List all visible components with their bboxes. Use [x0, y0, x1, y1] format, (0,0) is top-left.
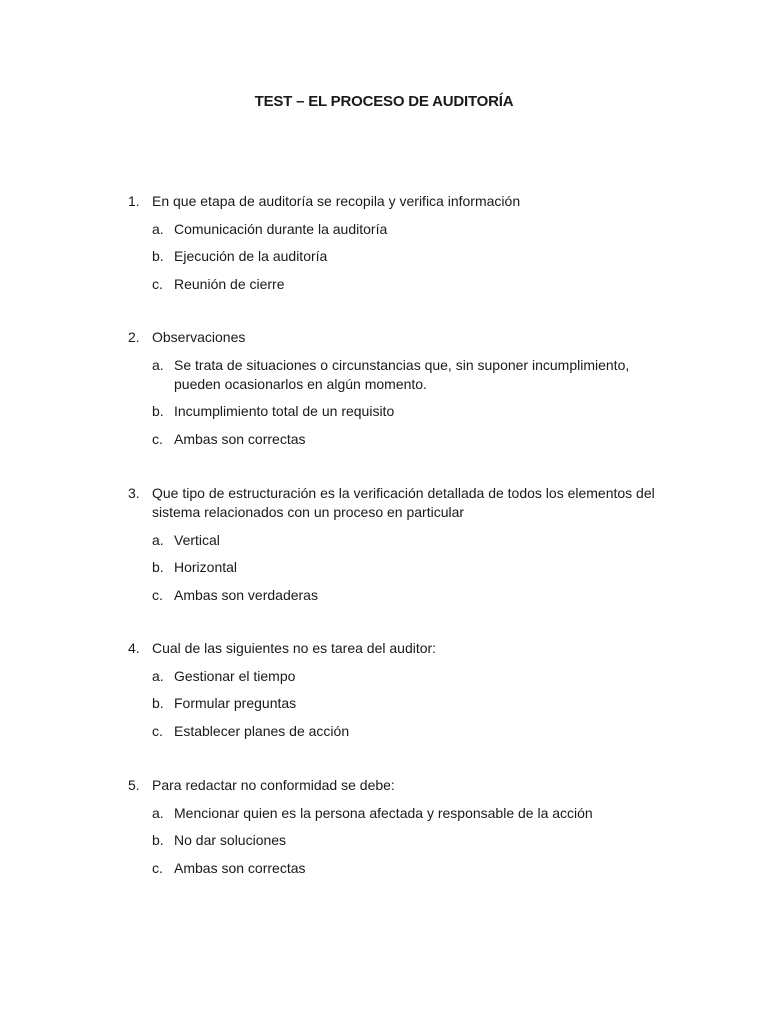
option-a — [128, 804, 668, 823]
option-text: Horizontal — [174, 559, 238, 575]
question-4 — [128, 639, 668, 741]
question-text: En que etapa de auditoría se recopila y verifica información — [152, 193, 521, 209]
option-letter: c. — [152, 275, 163, 292]
option-c — [128, 722, 668, 741]
question-text: Para redactar no conformidad se debe: — [152, 777, 395, 793]
question-row — [128, 776, 668, 795]
question-text: Que tipo de estructuración es la verificación detallada de todos los elementos del sistema relacionados con un proceso en particular — [152, 485, 655, 520]
option-list — [128, 356, 668, 449]
option-a — [128, 356, 668, 394]
option-text: Incumplimiento total de un requisito — [174, 403, 395, 419]
option-text: Ambas son correctas — [174, 430, 306, 447]
option-a — [128, 220, 668, 239]
option-letter: a. — [152, 220, 164, 237]
question-number: 1. — [128, 193, 140, 209]
question-3 — [128, 484, 668, 605]
option-c — [128, 859, 668, 878]
option-b — [128, 247, 668, 266]
option-b — [128, 558, 668, 577]
question-number: 4. — [128, 640, 140, 656]
option-list — [128, 667, 668, 741]
question-1 — [128, 192, 668, 294]
option-text: Formular preguntas — [174, 695, 297, 711]
option-list — [128, 220, 668, 294]
option-letter: a. — [152, 531, 164, 548]
question-5 — [128, 776, 668, 878]
option-letter: b. — [152, 695, 164, 711]
option-b — [128, 402, 668, 421]
option-text: Establecer planes de acción — [174, 722, 350, 739]
page-title: TEST – EL PROCESO DE AUDITORÍA — [254, 93, 514, 110]
question-row — [128, 328, 668, 347]
question-text: Observaciones — [152, 329, 246, 345]
option-text: No dar soluciones — [174, 832, 287, 848]
option-letter: c. — [152, 430, 163, 447]
option-text: Vertical — [174, 531, 220, 548]
option-letter: b. — [152, 403, 164, 419]
option-letter: a. — [152, 804, 164, 821]
option-letter: c. — [152, 586, 163, 603]
option-c — [128, 586, 668, 605]
option-text: Ejecución de la auditoría — [174, 248, 328, 264]
question-row — [128, 192, 668, 211]
option-letter: c. — [152, 722, 163, 739]
question-number: 5. — [128, 777, 140, 793]
option-letter: a. — [152, 356, 164, 373]
option-b — [128, 831, 668, 850]
question-number: 3. — [128, 485, 140, 501]
option-a — [128, 667, 668, 686]
option-text: Ambas son verdaderas — [174, 586, 318, 603]
option-text: Comunicación durante la auditoría — [174, 220, 388, 237]
question-number: 2. — [128, 329, 140, 345]
option-b — [128, 694, 668, 713]
option-letter: c. — [152, 859, 163, 876]
option-text: Se trata de situaciones o circunstancias que, sin suponer incumplimiento, pueden ocasionarlos en algún momento. — [174, 356, 630, 392]
option-text: Gestionar el tiempo — [174, 667, 296, 684]
option-letter: b. — [152, 559, 164, 575]
question-row — [128, 639, 668, 658]
question-2 — [128, 328, 668, 449]
option-a — [128, 531, 668, 550]
question-row — [128, 484, 668, 522]
option-c — [128, 275, 668, 294]
option-list — [128, 531, 668, 605]
option-text: Reunión de cierre — [174, 275, 285, 292]
option-c — [128, 430, 668, 449]
option-text: Ambas son correctas — [174, 859, 306, 876]
option-letter: b. — [152, 832, 164, 848]
option-text: Mencionar quien es la persona afectada y responsable de la acción — [174, 804, 593, 821]
option-list — [128, 804, 668, 878]
option-letter: a. — [152, 667, 164, 684]
option-letter: b. — [152, 248, 164, 264]
question-text: Cual de las siguientes no es tarea del auditor: — [152, 640, 437, 656]
